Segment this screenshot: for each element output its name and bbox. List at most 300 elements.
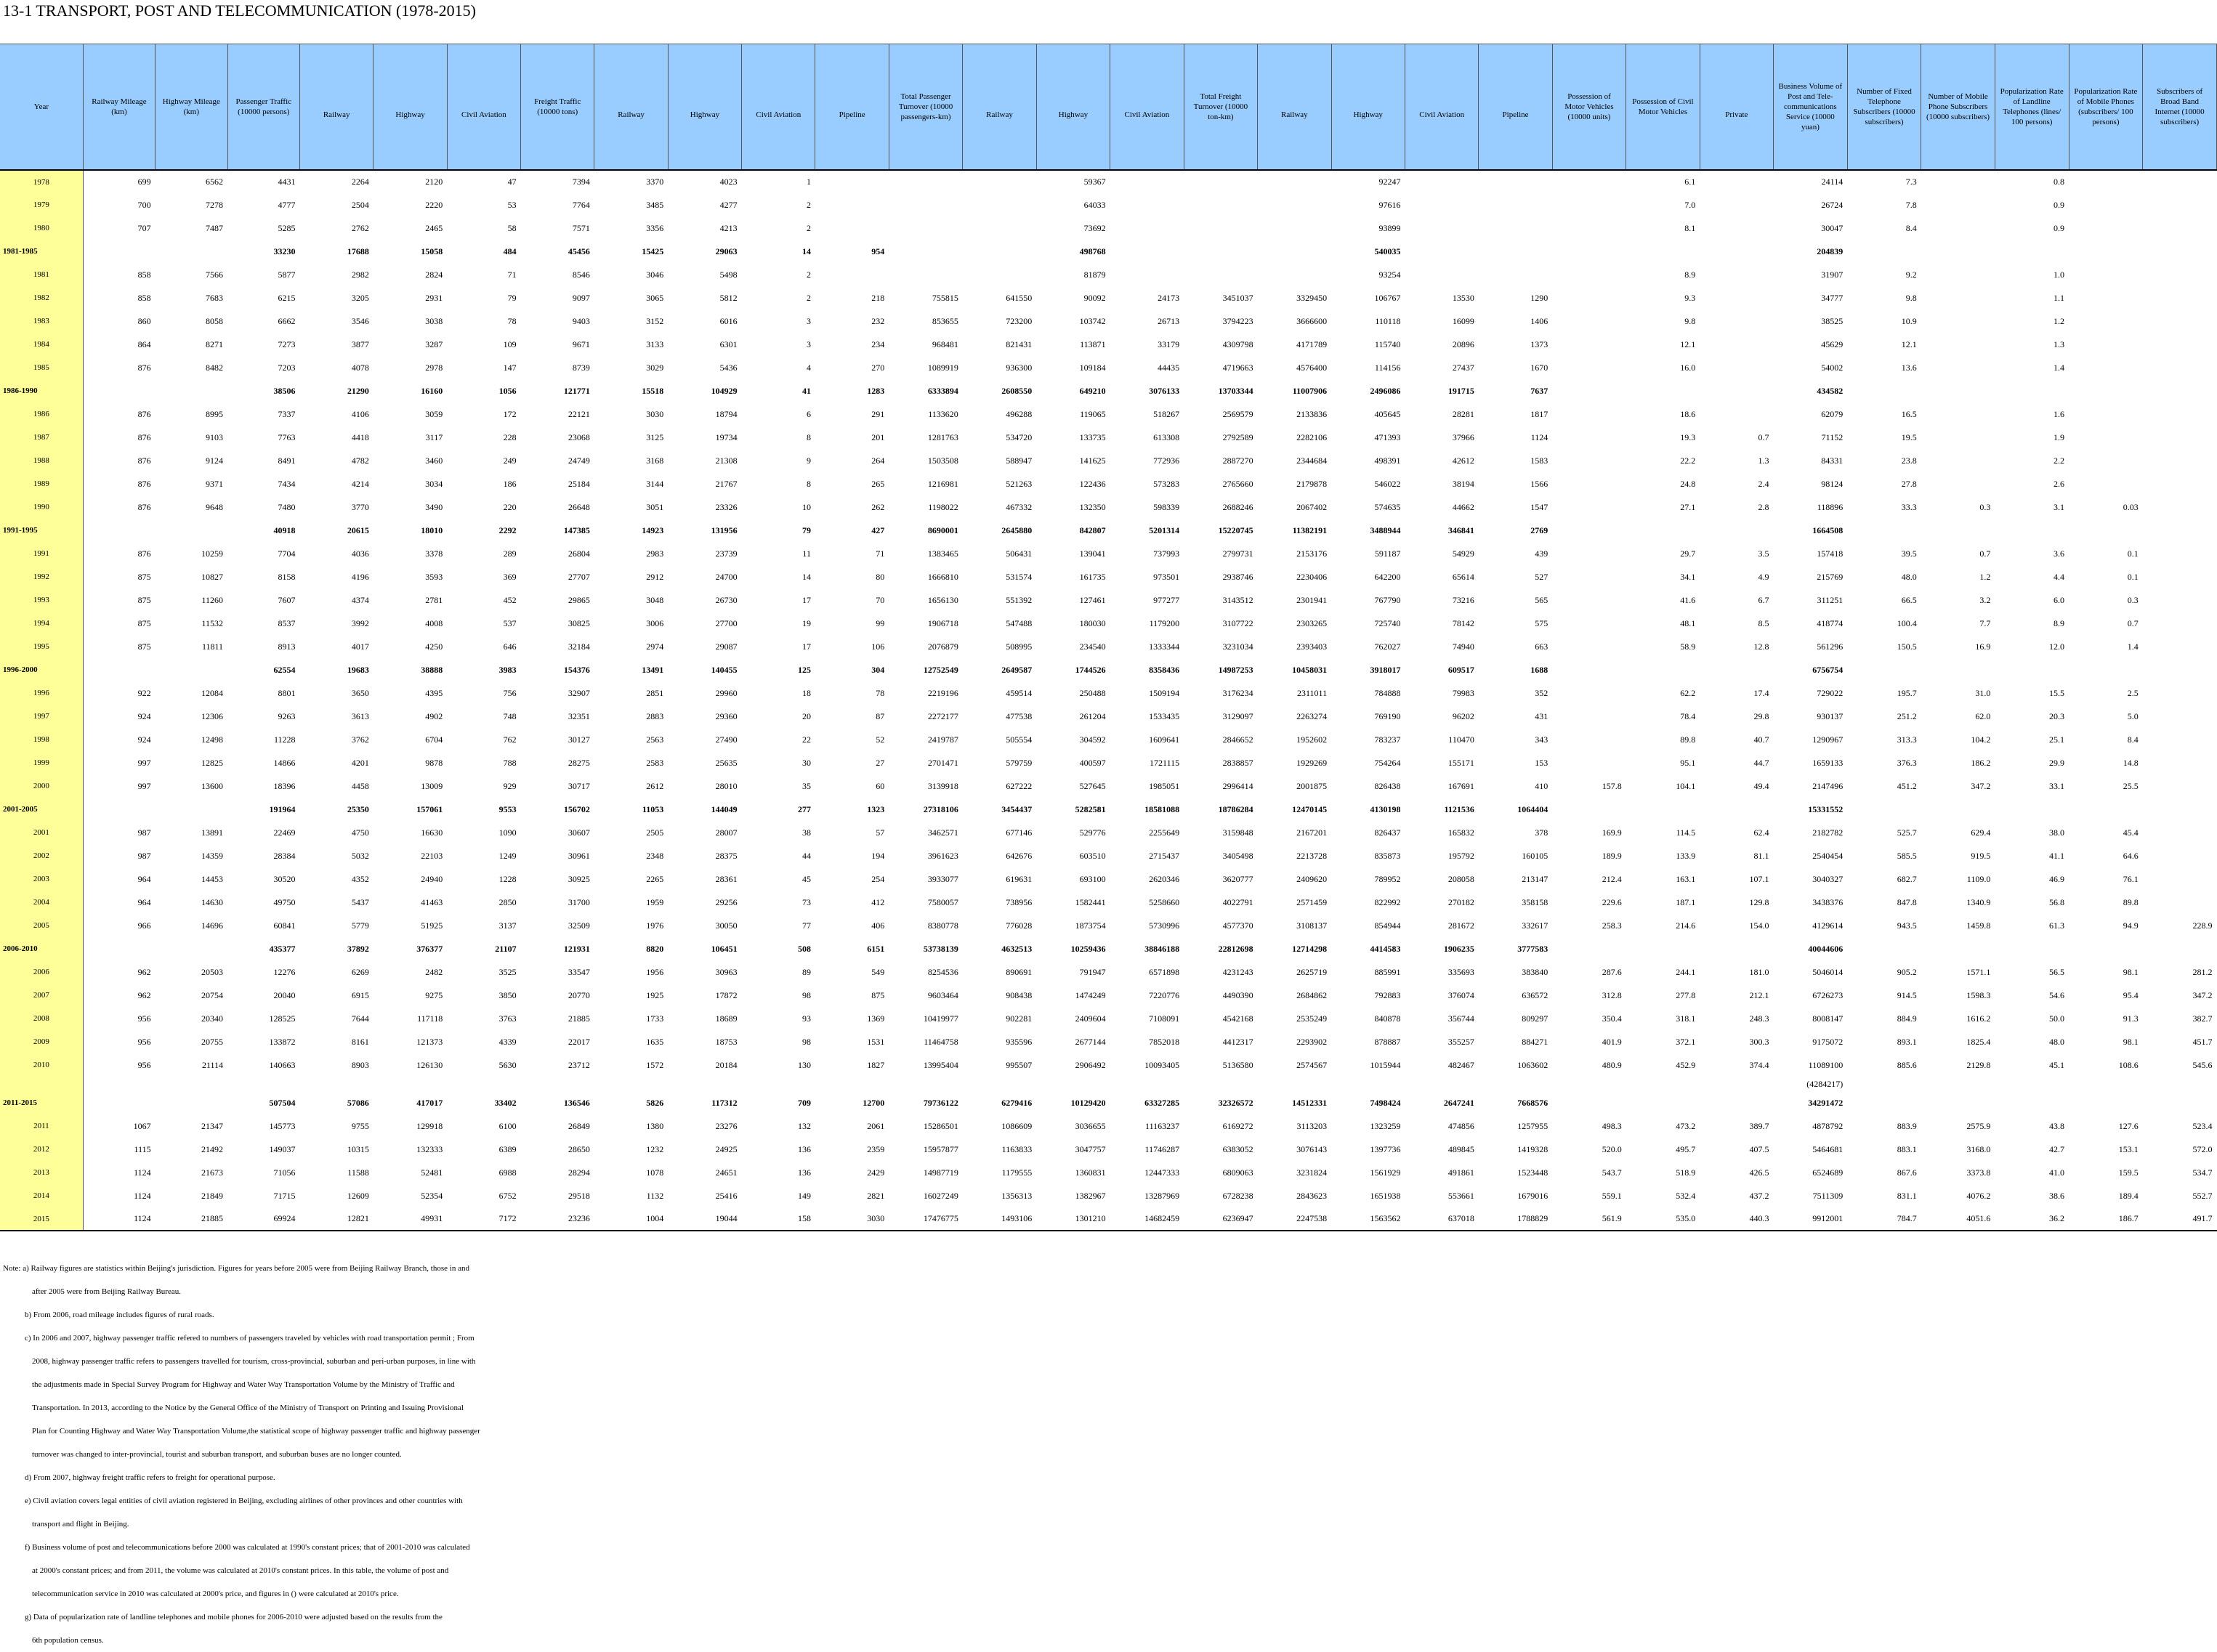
table-cell: 6571898 — [1149, 966, 1180, 977]
table-cell: 585.5 — [1897, 850, 1917, 861]
table-cell: 160105 — [1522, 850, 1548, 861]
table-cell: 73216 — [1452, 594, 1474, 605]
table-cell: 346841 — [1447, 525, 1474, 535]
table-cell: 973501 — [1153, 571, 1180, 582]
table-cell: 48.0 — [1901, 571, 1917, 582]
table-cell: 44435 — [1158, 362, 1180, 373]
table-cell: 1301210 — [1036, 1207, 1110, 1231]
table-cell — [1921, 216, 1995, 240]
table-cell: 3038 — [425, 315, 443, 326]
table-cell — [1552, 240, 1626, 263]
table-cell: 3.1 — [2054, 501, 2065, 512]
table-cell: 2563 — [646, 734, 664, 745]
table-cell: 21492 — [201, 1143, 224, 1154]
table-cell: 5201314 — [1149, 525, 1180, 535]
table-cell: 1056 — [498, 385, 517, 396]
table-cell: 43.8 — [2049, 1120, 2065, 1131]
table-cell: 549 — [871, 966, 885, 977]
table-cell: 369 — [503, 571, 517, 582]
table-cell: 228.9 — [2192, 920, 2213, 931]
table-cell: 1090 — [498, 827, 517, 838]
table-cell: 6662 — [278, 315, 296, 326]
table-cell: 20040 — [273, 989, 296, 1000]
table-cell: 3137 — [498, 920, 517, 931]
table-cell: 876 — [137, 501, 151, 512]
table-cell — [1995, 379, 2069, 402]
year-cell: 2008 — [0, 1007, 83, 1030]
table-cell: 8008147 — [1812, 1013, 1844, 1024]
table-cell: 18581088 — [1144, 803, 1180, 814]
table-cell: 784888 — [1374, 687, 1401, 698]
column-header-spacer — [668, 44, 741, 61]
table-cell: 3205 — [351, 292, 369, 303]
table-cell: 682.7 — [1897, 873, 1917, 884]
table-cell: 8482 — [206, 362, 224, 373]
table-cell: 6915 — [351, 989, 369, 1000]
table-cell — [2069, 286, 2143, 309]
table-cell: 6215 — [278, 292, 296, 303]
table-cell: 1015944 — [1370, 1059, 1401, 1070]
table-cell: 78 — [507, 315, 517, 326]
table-cell: 7278 — [206, 199, 224, 210]
column-header-spacer — [594, 44, 668, 61]
table-cell — [963, 193, 1036, 216]
table-cell: 4201 — [351, 757, 369, 768]
table-cell: 69924 — [227, 1207, 299, 1231]
table-cell: 995507 — [1006, 1059, 1033, 1070]
table-cell: 642200 — [1374, 571, 1401, 582]
table-cell: 2583 — [646, 757, 664, 768]
table-cell: (4284217) — [1806, 1078, 1844, 1089]
table-cell: 356744 — [1447, 1013, 1474, 1024]
table-cell: 8380778 — [927, 920, 958, 931]
table-cell: 79736122 — [923, 1097, 958, 1108]
table-cell: 0.03 — [2123, 501, 2139, 512]
table-cell: 149037 — [269, 1143, 296, 1154]
table-cell: 122436 — [1079, 478, 1106, 489]
table-cell: 49931 — [373, 1207, 447, 1231]
note-line: g) Data of popularization rate of landline telephones and mobile phones for 2006-2010 were adjusted based on the results from the — [25, 1613, 443, 1621]
table-cell: 762027 — [1374, 641, 1401, 652]
table-cell — [1110, 170, 1184, 193]
table-cell — [2143, 286, 2217, 309]
table-cell: 3168.0 — [1966, 1143, 1991, 1154]
table-cell: 3650 — [351, 687, 369, 698]
table-cell: 71152 — [1821, 432, 1844, 442]
table-row — [0, 821, 2217, 844]
table-cell: 20770 — [568, 989, 590, 1000]
table-cell: 3918017 — [1370, 664, 1401, 675]
table-cell: 543.7 — [1602, 1167, 1622, 1178]
table-cell: 1333344 — [1149, 641, 1180, 652]
table-cell: 507504 — [269, 1097, 296, 1108]
table-cell: 30961 — [568, 850, 590, 861]
table-cell — [889, 1077, 963, 1091]
table-cell: 3048 — [646, 594, 664, 605]
table-cell: 10259436 — [1070, 943, 1106, 954]
year-cell: 2004 — [0, 891, 83, 914]
table-cell: 97616 — [1378, 199, 1401, 210]
table-cell: 180030 — [1079, 618, 1106, 628]
table-cell: 79 — [507, 292, 517, 303]
table-cell: 6301 — [719, 339, 738, 349]
table-cell: 265 — [871, 478, 885, 489]
table-row — [0, 612, 2217, 635]
table-cell: 6.7 — [1758, 594, 1769, 605]
table-cell: 28281 — [1452, 408, 1474, 419]
table-cell: 924 — [137, 734, 151, 745]
table-cell: 2677144 — [1075, 1036, 1106, 1047]
table-cell — [2069, 263, 2143, 286]
table-cell: 1827 — [867, 1059, 885, 1070]
table-cell: 65614 — [1452, 571, 1474, 582]
year-cell: 2010 — [0, 1053, 83, 1077]
table-cell: 291 — [871, 408, 885, 419]
table-cell: 21849 — [201, 1190, 224, 1201]
table-cell: 277.8 — [1676, 989, 1696, 1000]
table-cell — [1552, 495, 1626, 519]
table-cell: 218 — [871, 292, 885, 303]
table-cell: 1817 — [1530, 408, 1548, 419]
table-cell: 1561929 — [1370, 1167, 1401, 1178]
table-cell: 3961623 — [927, 850, 958, 861]
table-cell: 1382967 — [1075, 1190, 1106, 1201]
table-cell: 27700 — [715, 618, 738, 628]
table-cell: 11228 — [273, 734, 296, 745]
table-cell — [1184, 1077, 1257, 1091]
table-cell: 3231034 — [1222, 641, 1253, 652]
table-cell: 201 — [871, 432, 885, 442]
table-cell: 1.6 — [2054, 408, 2065, 419]
table-notes — [3, 1257, 730, 1652]
table-cell — [1921, 1091, 1995, 1114]
table-cell: 1609641 — [1149, 734, 1180, 745]
table-cell: 878887 — [1374, 1036, 1401, 1047]
table-cell: 90092 — [1083, 292, 1106, 303]
table-cell: 117118 — [417, 1013, 443, 1024]
table-cell: 12447333 — [1144, 1167, 1180, 1178]
table-cell: 858 — [137, 269, 151, 280]
column-header-spacer — [815, 44, 889, 61]
table-cell: 2504 — [351, 199, 369, 210]
table-cell: 78.4 — [1680, 710, 1696, 721]
table-cell: 2608550 — [1001, 385, 1033, 396]
table-cell: 3525 — [498, 966, 517, 977]
table-cell: 467332 — [1006, 501, 1033, 512]
table-cell: 6279416 — [1001, 1097, 1033, 1108]
table-row — [0, 333, 2217, 356]
column-header: Number of Mobile Phone Subscribers (10000 subscribers) — [1921, 44, 1995, 171]
table-cell — [1995, 937, 2069, 960]
table-cell: 2.6 — [2054, 478, 2065, 489]
table-cell: 922 — [137, 687, 151, 698]
table-row — [0, 286, 2217, 309]
table-cell — [521, 1077, 594, 1091]
table-row — [0, 774, 2217, 798]
table-cell: 28361 — [715, 873, 738, 884]
table-cell — [2143, 472, 2217, 495]
table-cell: 270 — [871, 362, 885, 373]
table-cell: 2213728 — [1296, 850, 1328, 861]
table-cell — [1552, 519, 1626, 542]
table-cell: 2769 — [1530, 525, 1548, 535]
year-cell: 2014 — [0, 1184, 83, 1207]
table-cell: 48.1 — [1680, 618, 1696, 628]
table-cell: 79 — [801, 525, 811, 535]
table-cell: 7.3 — [1905, 177, 1917, 187]
table-cell: 4418 — [351, 432, 369, 442]
table-cell — [2143, 774, 2217, 798]
table-cell: 25.5 — [2123, 780, 2139, 791]
table-cell: 234540 — [1079, 641, 1106, 652]
table-cell: 2153176 — [1296, 548, 1328, 559]
table-cell — [2143, 495, 2217, 519]
table-cell: 89.8 — [1680, 734, 1696, 745]
year-cell: 1987 — [0, 426, 83, 449]
table-cell — [373, 1077, 447, 1091]
table-cell: 412 — [871, 896, 885, 907]
table-cell: 58 — [507, 222, 517, 233]
column-header-spacer — [373, 44, 447, 61]
table-cell — [1700, 519, 1773, 542]
table-cell — [1847, 1091, 1921, 1114]
table-cell — [2143, 379, 2217, 402]
table-cell: 547488 — [1006, 618, 1033, 628]
table-cell: 3460 — [425, 455, 443, 466]
table-cell: 189.9 — [1602, 850, 1622, 861]
table-cell: 22 — [801, 734, 811, 745]
table-cell: 8.5 — [1758, 618, 1769, 628]
table-cell: 6100 — [498, 1120, 517, 1131]
table-cell — [1552, 681, 1626, 705]
table-cell — [815, 216, 889, 240]
table-cell: 28384 — [273, 850, 296, 861]
table-cell: 5630 — [498, 1059, 517, 1070]
table-cell: 28650 — [568, 1143, 590, 1154]
table-cell: 37892 — [347, 943, 369, 954]
table-cell: 12609 — [347, 1190, 369, 1201]
table-cell: 287.6 — [1602, 966, 1622, 977]
table-cell — [1552, 588, 1626, 612]
table-cell: 31907 — [1821, 269, 1844, 280]
table-cell: 477538 — [1006, 710, 1033, 721]
table-cell: 20896 — [1452, 339, 1474, 349]
table-cell: 2348 — [646, 850, 664, 861]
table-cell: 518267 — [1153, 408, 1180, 419]
table-cell: 114156 — [1374, 362, 1401, 373]
table-cell: 875 — [137, 594, 151, 605]
table-cell: 12752549 — [923, 664, 958, 675]
table-cell: 3763 — [498, 1013, 517, 1024]
table-cell: 157061 — [416, 803, 443, 814]
table-cell: 1666810 — [927, 571, 958, 582]
table-cell — [1921, 356, 1995, 379]
table-cell: 8690001 — [927, 525, 958, 535]
table-cell: 11 — [802, 548, 811, 559]
table-cell: 1952602 — [1296, 734, 1328, 745]
table-cell: 15425 — [642, 246, 664, 256]
table-cell: 27437 — [1452, 362, 1474, 373]
table-cell: 842807 — [1079, 525, 1106, 535]
table-cell: 546022 — [1374, 478, 1401, 489]
table-cell: 127.6 — [2118, 1120, 2139, 1131]
table-cell: 6704 — [425, 734, 443, 745]
table-cell: 38525 — [1821, 315, 1844, 326]
table-cell: 6016 — [719, 315, 738, 326]
table-cell: 62.2 — [1680, 687, 1696, 698]
table-cell: 62079 — [1821, 408, 1844, 419]
table-cell — [815, 1077, 889, 1091]
table-cell: 8820 — [646, 943, 664, 954]
table-cell: 23326 — [715, 501, 738, 512]
table-row — [0, 1030, 2217, 1053]
table-cell: 0.1 — [2127, 571, 2139, 582]
table-cell: 929 — [503, 780, 517, 791]
table-cell: 1598.3 — [1966, 989, 1991, 1000]
year-cell: 1989 — [0, 472, 83, 495]
table-cell: 28010 — [715, 780, 738, 791]
table-cell: 118896 — [1817, 501, 1844, 512]
table-cell — [156, 240, 227, 263]
year-cell: 1991-1995 — [0, 519, 83, 542]
table-cell: 1651938 — [1370, 1190, 1401, 1201]
table-row — [0, 914, 2217, 937]
table-cell: 2931 — [425, 292, 443, 303]
table-cell: 2765660 — [1222, 478, 1253, 489]
table-cell: 2571459 — [1296, 896, 1328, 907]
table-cell: 45456 — [568, 246, 590, 256]
table-cell: 30127 — [568, 734, 590, 745]
table-cell: 627222 — [1006, 780, 1033, 791]
table-cell — [815, 170, 889, 193]
table-cell: 214.6 — [1676, 920, 1696, 931]
table-cell: 2167201 — [1296, 827, 1328, 838]
table-cell: 3113203 — [1296, 1120, 1328, 1131]
table-cell: 50.0 — [2049, 1013, 2065, 1024]
table-cell — [2069, 309, 2143, 333]
table-cell: 313.3 — [1897, 734, 1917, 745]
table-cell — [1331, 1077, 1405, 1091]
table-cell: 2.8 — [1758, 501, 1769, 512]
note-line: Note: a) Railway figures are statistics within Beijing's jurisdiction. Figures for years before 2005 were from Beijing Railway Branch, those in and — [3, 1264, 469, 1273]
table-cell: 258.3 — [1602, 920, 1622, 931]
table-cell: 32907 — [568, 687, 590, 698]
table-cell: 17872 — [715, 989, 738, 1000]
table-cell — [1921, 658, 1995, 681]
table-cell: 1906235 — [1443, 943, 1474, 954]
table-cell: 498768 — [1079, 246, 1106, 256]
table-cell: 2996414 — [1222, 780, 1253, 791]
table-cell: 212.4 — [1602, 873, 1622, 884]
table-cell: 1788829 — [1479, 1207, 1552, 1231]
table-cell: 264 — [871, 455, 885, 466]
table-cell: 885991 — [1374, 966, 1401, 977]
table-cell: 637018 — [1405, 1207, 1478, 1231]
table-cell: 527645 — [1079, 780, 1106, 791]
table-cell: 7607 — [278, 594, 296, 605]
table-cell: 1373 — [1530, 339, 1548, 349]
table-cell: 1929269 — [1296, 757, 1328, 768]
table-cell: 14 — [801, 246, 811, 256]
table-cell — [1552, 356, 1626, 379]
table-cell: 141625 — [1079, 455, 1106, 466]
table-cell: 29087 — [715, 641, 738, 652]
table-cell: 2219196 — [927, 687, 958, 698]
table-row — [0, 170, 2217, 193]
table-cell: 6333894 — [927, 385, 958, 396]
table-cell: 11588 — [347, 1167, 369, 1178]
table-cell: 723200 — [1006, 315, 1033, 326]
table-cell: 3125 — [646, 432, 664, 442]
table-cell: 6 — [806, 408, 811, 419]
table-cell: 0.3 — [1979, 501, 1991, 512]
table-cell: 5464681 — [1812, 1143, 1844, 1154]
table-cell: 93 — [801, 1013, 811, 1024]
table-cell: 6726273 — [1812, 989, 1844, 1000]
table-cell: 1419328 — [1517, 1143, 1548, 1154]
table-cell — [1995, 1077, 2069, 1091]
table-cell: 4414583 — [1370, 943, 1401, 954]
table-cell — [2143, 658, 2217, 681]
table-cell: 4577370 — [1222, 920, 1253, 931]
column-header: Civil Aviation — [1405, 60, 1478, 170]
table-cell: 29360 — [715, 710, 738, 721]
table-row — [0, 751, 2217, 774]
table-cell: 191964 — [269, 803, 296, 814]
table-cell: 23.8 — [1901, 455, 1917, 466]
table-cell: 7337 — [278, 408, 296, 419]
year-cell: 1981-1985 — [0, 240, 83, 263]
table-cell: 289 — [503, 548, 517, 559]
column-header-spacer — [1258, 44, 1331, 61]
table-cell — [2069, 937, 2143, 960]
table-cell: 405645 — [1374, 408, 1401, 419]
period-total-row — [0, 798, 2217, 821]
table-cell: 6.1 — [1684, 177, 1696, 187]
table-cell: 3666600 — [1296, 315, 1328, 326]
table-cell: 2147496 — [1812, 780, 1844, 791]
table-row — [0, 588, 2217, 612]
table-cell: 74940 — [1452, 641, 1474, 652]
table-cell: 9671 — [572, 339, 590, 349]
table-cell: 61.3 — [2049, 920, 2065, 931]
table-cell — [1552, 402, 1626, 426]
table-cell: 94.9 — [2123, 920, 2139, 931]
table-cell: 755815 — [932, 292, 958, 303]
table-cell: 27318106 — [923, 803, 958, 814]
table-cell: 1228 — [498, 873, 517, 884]
table-cell: 588947 — [1006, 455, 1033, 466]
table-cell: 572.0 — [2192, 1143, 2213, 1154]
table-cell: 5779 — [351, 920, 369, 931]
table-cell: 4431 — [278, 177, 296, 187]
table-cell: 3152 — [646, 315, 664, 326]
column-header: Highway — [668, 60, 741, 170]
table-cell — [1552, 426, 1626, 449]
table-cell: 62554 — [273, 664, 296, 675]
column-header: Private — [1700, 60, 1773, 170]
note-line: Transportation. In 2013, according to the Notice by the General Office of the Ministry of Transport on Printing and Issuing Provisional — [32, 1404, 464, 1412]
table-cell: 212.1 — [1749, 989, 1769, 1000]
table-cell: 8.4 — [2127, 734, 2139, 745]
note-line: transport and flight in Beijing. — [32, 1520, 129, 1528]
table-cell: 2887270 — [1222, 455, 1253, 466]
table-cell: 53 — [507, 199, 517, 210]
table-cell: 28007 — [715, 827, 738, 838]
table-cell: 41463 — [421, 896, 443, 907]
table-cell: 987 — [137, 850, 151, 861]
table-cell: 30520 — [273, 873, 296, 884]
